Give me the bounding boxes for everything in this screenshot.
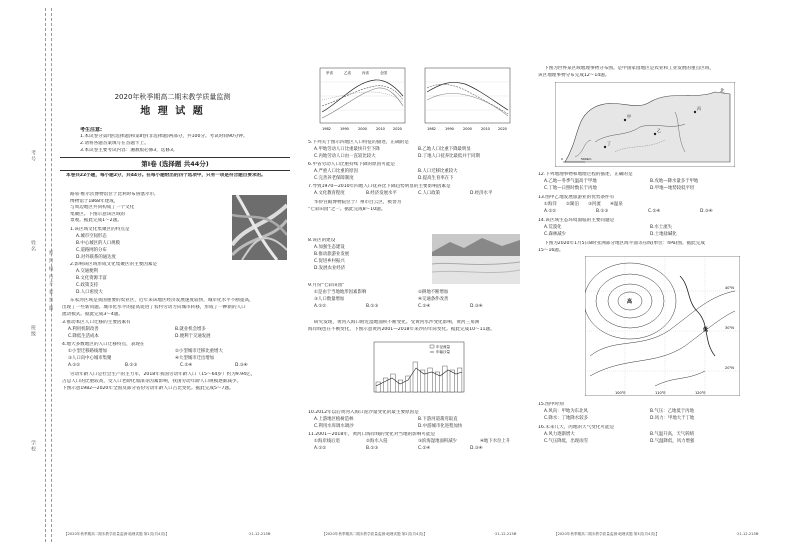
passage-10-line: 海岸线也在不断变化，下图示意黄河2001—2018年来沙的年际变化。据此完成10～11题。 (308, 327, 495, 332)
series-line (322, 86, 403, 106)
series-line (427, 82, 508, 110)
footer-code-2: ·21-12-215B· (494, 532, 518, 536)
q8-stem: 8.该区的建设 (308, 238, 336, 243)
notice-head: 考生注意: (80, 127, 102, 133)
passage-3-line: 出现了一些新问题。城市化水平的提高促进了农村劳动力向城市转移，形成了一种新的人口 (62, 305, 246, 310)
q3-option-b[interactable]: B.就业机会增多 (175, 327, 206, 332)
bar (450, 370, 455, 392)
q16-option-c[interactable]: C.气压降低，出现雨雪 (544, 439, 588, 444)
bar (428, 368, 433, 392)
tick-label: 1982 (322, 127, 331, 131)
q9-item-2: ②耕地不断增加 (418, 290, 449, 295)
q15-option-c[interactable]: C.降水：丁地降水较多 (544, 416, 588, 421)
bar (398, 380, 403, 392)
series-line (322, 92, 403, 102)
q13-stem: 13.图中乙地发展旅游业的优势条件有 (538, 195, 615, 200)
lon-label: 100°E (615, 391, 626, 395)
q12-stem: 12.下列地理事物和地理过程的描述，正确的是 (538, 172, 633, 177)
q9-option-b[interactable]: B.①③ (366, 304, 379, 309)
q7-option-b[interactable]: B.经济发展水平 (366, 191, 397, 196)
q14-option-b[interactable]: B.水土流失 (650, 225, 672, 230)
tick-label: 2010 (376, 127, 385, 131)
part1-instruction: 本卷共22小题，每小题2分，共44分。在每小题给出的四个选项中，只有一项是符合题目要求的。 (66, 173, 266, 178)
q11-stem: 11.2001—2018年，黄河口海岸线的变化对当地的影响可能是 (308, 432, 436, 437)
q4-item-4: ④大型城市迁出增加 (175, 356, 215, 361)
q7-option-a[interactable]: A.文化教育程度 (314, 191, 345, 196)
series-line (427, 93, 508, 116)
q6-option-c[interactable]: C.完善养老保障制度 (314, 176, 354, 181)
exam-no-label: 考号 (30, 150, 36, 162)
tick-label: 1982 (427, 127, 436, 131)
q2-option-d[interactable]: D.人口密度大 (76, 290, 103, 295)
q1-option-b[interactable]: B.中心城区的人口规模 (76, 241, 120, 246)
q14-option-c[interactable]: C.森林减少 (544, 232, 567, 237)
legend-label: 年输沙量 (436, 350, 450, 354)
q13-item-2: ②湖泊 (566, 202, 579, 207)
passage-12-line: 下图为世界某区域地理事物分布图。是中国家园地区是农业和工业发展的重点区域， (544, 66, 714, 71)
passage-15-line: 15～16题。 (538, 248, 564, 253)
q10-stem: 10.2012年以后黄河入海口泥沙量变化的最主要原因是 (308, 410, 419, 415)
name-label: 姓名 (30, 240, 36, 252)
q12-option-c[interactable]: C.丁地—日照时数长于丙地 (544, 186, 597, 191)
q5-option-c[interactable]: C.丙地劳动人口由一直较比较大 (314, 154, 376, 159)
q9-item-4: ④交通条件改善 (418, 297, 449, 302)
q11-option-a[interactable]: A.①② (314, 446, 327, 451)
exam-title: 2020年秋季期高二期末教学质量监测 (114, 93, 231, 101)
lon-label: 120°E (695, 391, 706, 395)
q2-option-c[interactable]: C.政策支持 (76, 283, 99, 288)
legend-label: 丙省 (362, 71, 369, 75)
passage-5-line: 占总人口的比重较高，受人口老龄化加深等因素影响，我国劳动年龄人口规模逐渐减少。 (62, 379, 242, 384)
passage-3-line: 流动模式。据此完成3～4题。 (62, 312, 123, 317)
bar (413, 362, 418, 392)
lat-label: 40°N (725, 286, 734, 290)
tick-label: 2010 (481, 127, 490, 131)
q1-option-a[interactable]: A.城市空间形态 (76, 234, 107, 239)
q5-option-b[interactable]: B.乙地人口比重下降最明显 (418, 147, 471, 152)
scale-label: 500km (581, 157, 592, 161)
q1-option-d[interactable]: D.对外联系的通达度 (76, 255, 116, 260)
part1-title: 第Ⅰ卷 (选择题 共44分) (141, 160, 209, 168)
intro-line: 路易·维尔茨博物馆位于比利时布鲁塞尔市, (70, 192, 156, 197)
q11-option-b[interactable]: B.①③ (366, 446, 379, 451)
q14-stem: 14.该区域生态环境面临的主要问题是 (538, 218, 615, 223)
passage-10-line: 研究发现，黄河入海口附近湿地面积不断变化。受黄河水沙变化影响，黄河三角洲 (314, 320, 480, 325)
passage-15-line: 下图为2020年1月5日8时亚洲部分地区海平面等压线(单位：hPa)图。据此完成 (544, 241, 705, 246)
q10-option-d[interactable]: D.中游城市化进程加快 (418, 424, 463, 429)
notice-line-3: 3.本试卷主要考试内容：湘教版必修3，选修3。 (80, 148, 178, 153)
map-label: 丙 (697, 106, 701, 111)
low-pressure-label: 低 (703, 327, 709, 333)
map-label: 乙 (657, 128, 661, 133)
lake-photo (432, 234, 520, 284)
q1-stem: 1.该区域文化集聚区的特点是 (70, 227, 130, 232)
q5-option-d[interactable]: D.丁地人口抚养比最低并于同期 (418, 154, 480, 159)
footer-code-3: ·21-12-215B· (736, 532, 760, 536)
bar (376, 382, 381, 392)
yellow-river-bar-chart (360, 338, 470, 402)
bar (457, 368, 462, 392)
q10-option-c[interactable]: C.利用水库调水调沙 (314, 424, 354, 429)
footer-code-1: ·21-12-215B· (248, 532, 272, 536)
passage-12-line: 该区地理事物分布完成12～14题。 (538, 73, 610, 78)
q2-option-b[interactable]: B.文化资源丰富 (76, 276, 107, 281)
q15-option-a[interactable]: A.风向：甲地为东北风 (544, 409, 588, 414)
trend-line (376, 368, 462, 386)
binding-line (45, 8, 46, 542)
q11-item-1: ①海岸线后退 (314, 439, 340, 444)
q3-stem: 3.推动本区人口迁移的主要因素有 (62, 320, 131, 325)
tick-label: 2020 (498, 127, 507, 131)
q4-item-3: ③人口向中心城市集聚 (68, 356, 112, 361)
passage-3-line: 东家湾区域是我国重要的农业区，近年来该地区经济发展速度较快，城市化水平不断提高， (70, 298, 254, 303)
q12-option-d[interactable]: D.甲地—地势较低平坦 (650, 186, 695, 191)
tick-label: 2000 (358, 127, 367, 131)
q3-option-d[interactable]: D.便利于交通发展 (175, 334, 211, 339)
q11-option-d[interactable]: D.③④ (470, 446, 483, 451)
passage-5-line: 下图示意1982—2020年全国及部分省份劳动年龄人口占比变化。据此完成5～7题。 (62, 386, 234, 391)
exam-subtitle: 地 理 试 题 (140, 106, 205, 117)
q11-item-3: ③滨海湿地面积减少 (418, 439, 458, 444)
q9-option-a[interactable]: A.①② (314, 304, 327, 309)
bar (391, 374, 396, 392)
legend-label: 甲省 (326, 71, 333, 75)
q16-option-a[interactable]: A.风力逐渐增大 (544, 432, 575, 437)
map-label: 甲 (627, 114, 631, 119)
class-label: 班级 (30, 325, 36, 337)
intro-line: 集聚区。下图示意该区域的 (70, 211, 126, 217)
q4-stem: 4.地大多数地区的人口迁移特点，表现在 (62, 342, 145, 347)
q4-item-1: ①小型迁移路线增加 (68, 349, 108, 354)
q5-option-a[interactable]: A.甲地劳动人口比重最快升至下降 (314, 147, 380, 152)
q6-option-d[interactable]: D.提高生育率在下 (418, 176, 454, 181)
q7-option-d[interactable]: D.经济水平 (470, 191, 493, 196)
bar (443, 366, 448, 392)
q4-option-d[interactable]: D.③④ (235, 363, 248, 368)
rule-bottom (60, 170, 290, 171)
legend-label: 乙省 (344, 71, 351, 75)
scale-label: 0 (561, 157, 563, 161)
passage-8-line: "七彩田园"之一。据此完成8～10题。 (308, 207, 386, 212)
tick-label: 2020 (393, 127, 402, 131)
q13-option-a[interactable]: A.①② (544, 209, 557, 214)
q11-item-4: ④地下水位上升 (480, 439, 511, 444)
q9-option-c[interactable]: C.②④ (418, 304, 431, 309)
q15-option-d[interactable]: D.风力：甲地大于丁地 (650, 416, 695, 421)
q12-option-b[interactable]: B.戊地—降水量多于甲地 (650, 179, 699, 184)
q4-option-b[interactable]: B.①③ (125, 363, 138, 368)
school-label: 学校 (30, 440, 36, 452)
q15-stem: 15.图中时刻 (538, 402, 564, 407)
q9-item-1: ①是由于当地地形因素影响 (314, 290, 367, 295)
q14-option-a[interactable]: A.荒漠化 (544, 225, 562, 230)
tick-label: 1990 (340, 127, 349, 131)
q11-item-2: ②海水入侵 (366, 439, 388, 444)
intro-line: 景观。据此完成1～2题。 (70, 218, 122, 224)
labor-ratio-charts (300, 62, 520, 137)
q5-stem: 5.下列关于图示四地区人口特征的描述，正确的是 (308, 140, 409, 145)
q3-option-a[interactable]: A.利用机制改善 (68, 327, 99, 332)
rule-top (60, 157, 290, 158)
right-line-chart (425, 68, 510, 131)
intro-text (70, 192, 230, 225)
tick-label: 2000 (463, 127, 472, 131)
q13-item-1: ①海洋 (544, 202, 557, 207)
region-map (555, 82, 735, 167)
footer-page-2: 【2020年秋季期高二期末教学质量监测·地理试题 第2页(共4页)】 (322, 532, 428, 536)
isobar-map (585, 256, 740, 396)
q4-item-2: ②小型城市迁移比重增大 (175, 349, 223, 354)
q8-option-c[interactable]: C.促进乡村振兴 (314, 259, 345, 264)
q8-option-b[interactable]: B.推动旅游业发展 (314, 252, 350, 257)
q8-option-a[interactable]: A.加强生态建设 (314, 245, 345, 250)
left-line-chart (320, 68, 405, 131)
q3-option-c[interactable]: C.降低生活成本 (68, 334, 99, 339)
q2-option-a[interactable]: A.交通便利 (76, 269, 98, 274)
q9-item-3: ③人口数量增加 (314, 297, 345, 302)
notice-line-2: 2.请将各题答案填写在答题卡上。 (80, 141, 149, 146)
q15-option-b[interactable]: B.气压：乙地低于丙地 (650, 409, 694, 414)
highway-photo (232, 195, 287, 260)
q7-option-c[interactable]: C.人口政策 (418, 191, 441, 196)
q16-option-b[interactable]: B.气温升高，天气转晴 (650, 432, 694, 437)
intro-line: 博物馆于1868年建成， (70, 198, 119, 204)
q11-option-c[interactable]: C.②④ (418, 446, 431, 451)
legend-swatch (430, 345, 434, 348)
q6-option-b[interactable]: B.人口迁移比重较大 (418, 169, 458, 174)
map-label: 丁 (607, 141, 611, 146)
series-line (427, 84, 508, 114)
q16-stem: 16.未来几天，丙地的天气变化可能是 (538, 425, 615, 430)
q13-option-d[interactable]: D.③④ (700, 209, 713, 214)
q16-option-d[interactable]: D.气温降低，风力增强 (650, 439, 695, 444)
q10-option-b[interactable]: B.下游河道裁弯取直 (418, 417, 458, 422)
q9-option-d[interactable]: D.③④ (470, 304, 483, 309)
q9-stem: 9.月份"七彩田园" (308, 283, 345, 288)
lon-label: 110°E (655, 391, 666, 395)
tick-label: 1990 (445, 127, 454, 131)
footer-page-1: 【2020年秋季期高二期末教学质量监测·地理试题 第1页(共4页)】 (64, 532, 170, 536)
q7-stem: 7.导致1970—2010年四地人口抚养比下降趋势明显的主要影响因素是 (308, 184, 451, 189)
q13-option-b[interactable]: B.①③ (596, 209, 609, 214)
lat-label: 20°N (725, 366, 734, 370)
intro-line: 与周边地区共同构成了一个文化 (70, 205, 135, 211)
passage-5-line: 劳动年龄人口是社会生产的主力军，2018年我国劳动年龄人口（15～64岁）约为9.94亿， (70, 372, 256, 377)
high-pressure-label: 高 (627, 299, 633, 305)
q13-option-c[interactable]: C.②④ (648, 209, 661, 214)
q4-option-a[interactable]: A.①② (68, 363, 81, 368)
lat-label: 30°N (725, 326, 734, 330)
q2-stem: 2.影响该区域形成文化集聚区的主要因素是 (70, 262, 158, 267)
seal-note: 密 封 线 内 不 要 答 题 (48, 250, 53, 312)
notice-line-1: 1.本试卷分第Ⅰ卷(选择题)和第Ⅱ卷(非选择题)两部分，共100分。考试时间90分钟。 (80, 134, 248, 139)
footer-page-3: 【2020年秋季期高二期末教学质量监测·地理试题 第3页(共4页)】 (554, 532, 660, 536)
passage-8-line: 华侨宫殿博物院位于广州市白云区，被誉为 (314, 200, 402, 205)
legend-label: 年径流量 (436, 345, 450, 349)
series-line (322, 88, 403, 118)
q12-option-a[interactable]: A.乙地—冬季气温高于甲地 (544, 179, 597, 184)
q13-item-4: ④温泉 (610, 202, 623, 207)
q14-option-d[interactable]: D.土地盐碱化 (650, 232, 677, 237)
q8-option-d[interactable]: D.发展农业经济 (314, 266, 346, 271)
q1-option-c[interactable]: C.道路网的分布 (76, 248, 107, 253)
q4-option-c[interactable]: C.②④ (180, 363, 193, 368)
q6-stem: 6.甲省劳动人口比重持续下降的原因可能是 (308, 162, 396, 167)
north-label: 北 (720, 89, 725, 94)
legend-label: 全国 (380, 71, 387, 75)
q10-option-a[interactable]: A.上游地区植树造林 (314, 417, 354, 422)
q13-item-3: ③河流 (588, 202, 601, 207)
q6-option-a[interactable]: A.严重人口比重的原因 (314, 169, 358, 174)
